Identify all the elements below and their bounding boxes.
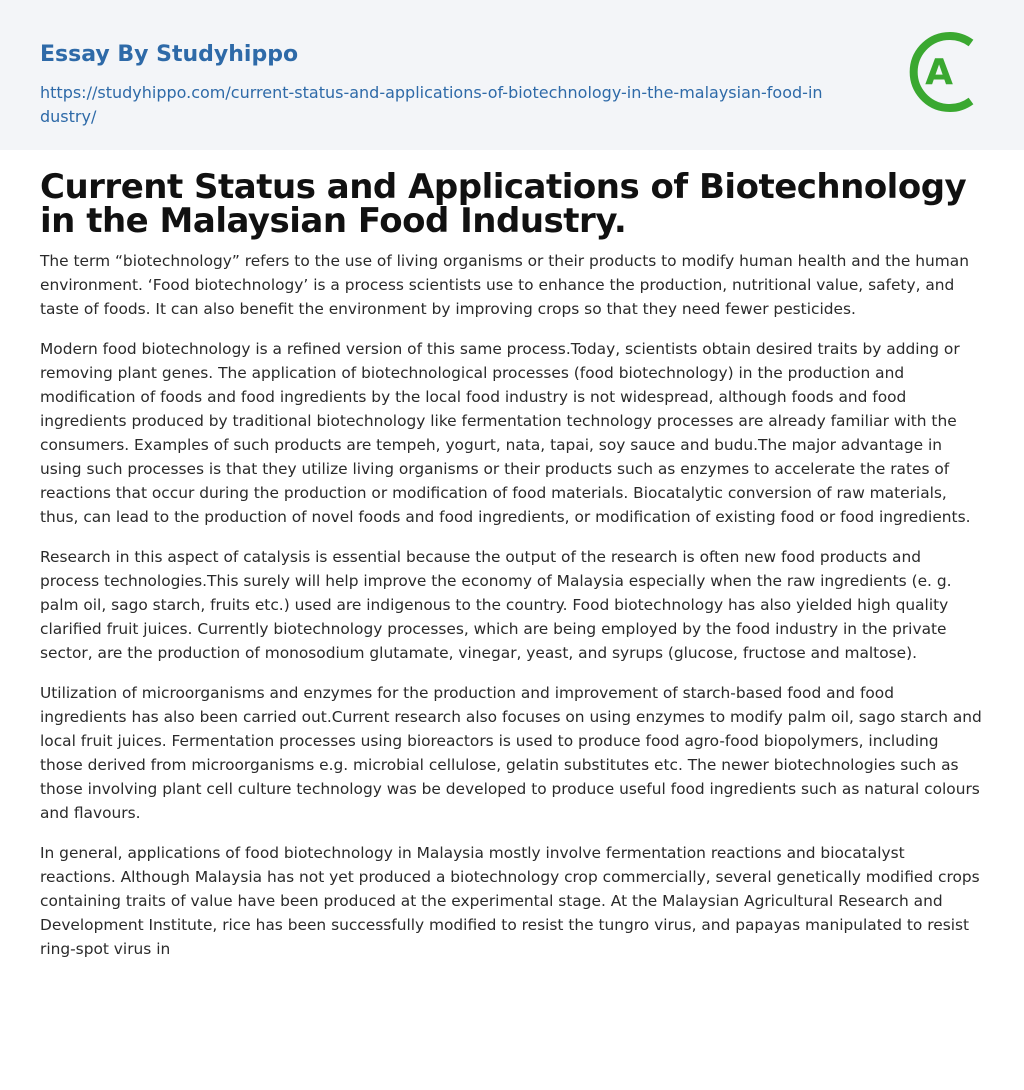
article-paragraph-1: The term “biotechnology” refers to the use of living organisms or their products to modify human health and the human environment. ‘Food biotechnology’ is a process scientists use to enhance the production, nutritional value, safety, and taste of foods. It can also benefit the environment by improving crops so that they need fewer pesticides. — [40, 252, 969, 318]
svg-text:A: A — [925, 52, 953, 93]
article-paragraph-3: Research in this aspect of catalysis is essential because the output of the research is often new food products and process technologies.This surely will help improve the economy of Malaysia especially when the raw ingredients (e. g. palm oil, sago starch, fruits etc.) used are indigenous to the country. Food biotechnology has also yielded high quality clarified fruit juices. Currently biotechnology processes, which are being employed by the food industry in the private sector, are the production of monosodium glutamate, vinegar, yeast, and syrups (glucose, fructose and maltose). — [40, 548, 952, 662]
article-paragraph-2: Modern food biotechnology is a refined version of this same process.Today, scientists obtain desired traits by adding or removing plant genes. The application of biotechnological processes (food biotechnology) in the production and modification of foods and food ingredients by the local food industry is not widespread, although foods and food ingredients produced by traditional biotechnology like fermentation technology processes are already familiar with the consumers. Examples of such products are tempeh, yogurt, nata, tapai, soy sauce and budu.The major advantage in using such processes is that they utilize living organisms or their products such as enzymes to accelerate the rates of reactions that occur during the production or modification of food materials. Biocatalytic conversion of raw materials, thus, can lead to the production of novel foods and food ingredients, or modification of existing food or food ingredients. — [40, 340, 971, 526]
article — [0, 167, 1024, 961]
site-header — [0, 0, 1024, 150]
studyhippo-logo-icon[interactable] — [902, 26, 992, 118]
article-paragraph-4: Utilization of microorganisms and enzymes for the production and improvement of starch-based food and food ingredients has also been carried out.Current research also focuses on using enzymes to modify palm oil, sago starch and local fruit juices. Fermentation processes using bioreactors is used to produce food agro-food biopolymers, including those derived from microorganisms e.g. microbial cellulose, gelatin substitutes etc. The newer biotechnologies such as those involving plant cell culture technology was be developed to produce useful food ingredients such as natural colours and flavours. — [40, 684, 982, 822]
article-title: Current Status and Applications of Biotechnology in the Malaysian Food Industry. — [40, 167, 967, 241]
source-url-link[interactable]: https://studyhippo.com/current-status-and-applications-of-biotechnology-in-the-malaysian-food-industry/ — [40, 83, 823, 126]
site-brand[interactable]: Essay By Studyhippo — [40, 42, 299, 67]
article-paragraph-5: In general, applications of food biotechnology in Malaysia mostly involve fermentation reactions and biocatalyst reactions. Although Malaysia has not yet produced a biotechnology crop commercially, several genetically modified crops containing traits of value have been produced at the experimental stage. At the Malaysian Agricultural Research and Development Institute, rice has been successfully modified to resist the tungro virus, and papayas manipulated to resist ring-spot virus in — [40, 844, 980, 958]
